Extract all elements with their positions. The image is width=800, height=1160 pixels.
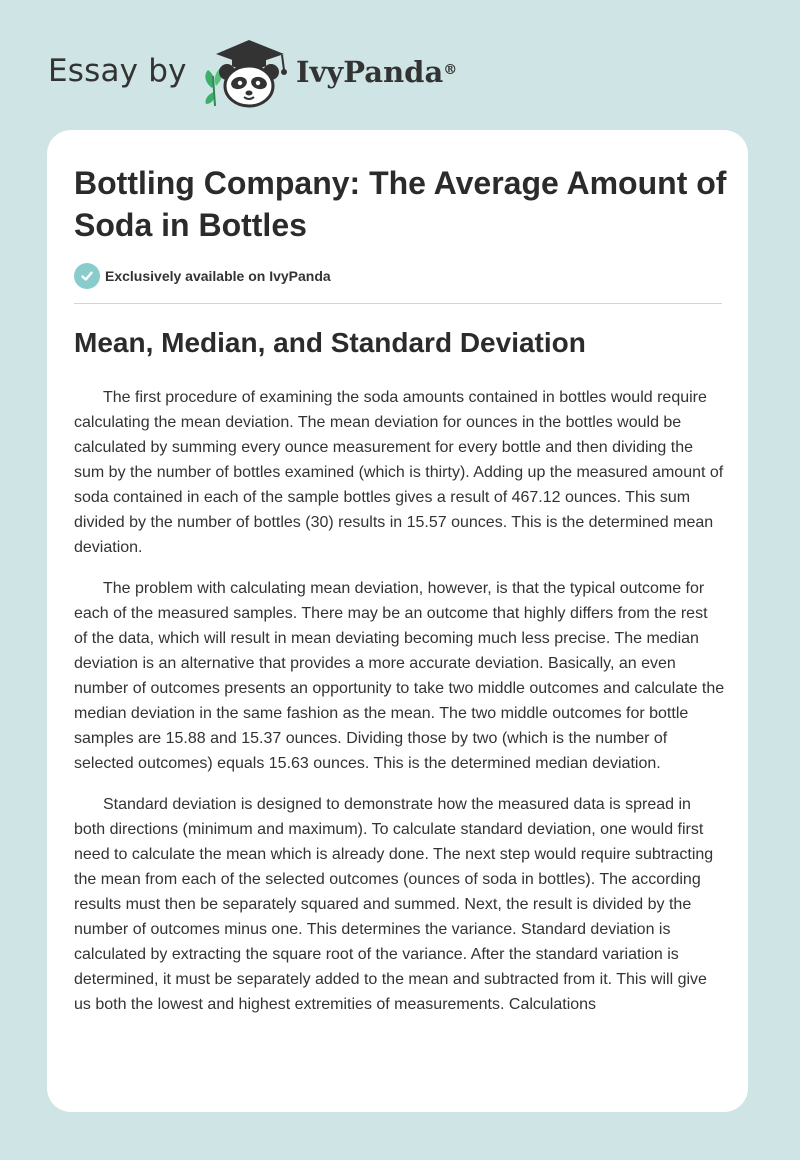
brand-prefix: Essay by <box>48 53 187 89</box>
brand-name-text: IvyPanda <box>296 55 444 89</box>
exclusive-badge <box>74 263 331 289</box>
section-heading: Mean, Median, and Standard Deviation <box>74 327 586 358</box>
badge-text: Exclusively available on IvyPanda <box>105 268 331 284</box>
page-title: Bottling Company: The Average Amount of Soda in Bottles <box>74 165 727 243</box>
essay-card <box>47 130 748 1112</box>
registered-mark: ® <box>443 62 458 78</box>
paragraph: Standard deviation is designed to demonstrate how the measured data is spread in both directions (minimum and maximum). To calculate standard deviation, one would first need to calculate the mean which is already done. The next step would require subtracting the mean from each of the selected outcomes (ounces of soda in bottles). The according results must then be separately squared and summed. Next, the result is divided by the number of outcomes minus one. This determines the variance. Standard deviation is calculated by extracting the square root of the variance. After the standard variation is determined, it must be separately added to the mean and subtracted from it. This will give us both the lowest and highest extremities of measurements. Calculations <box>74 796 714 1013</box>
site-header <box>0 0 800 120</box>
paragraph: The first procedure of examining the soda amounts contained in bottles would require calculating the mean deviation. The mean deviation for ounces in the bottles would be calculated by summing every ounce measurement for every bottle and then dividing the sum by the number of bottles examined (which is thirty). Adding up the measured amount of soda contained in each of the sample bottles gives a result of 467.12 ounces. This sum divided by the number of bottles (30) results in 15.57 ounces. This is the determined mean deviation. <box>74 389 724 556</box>
check-icon <box>74 263 100 289</box>
brand-name <box>296 54 457 90</box>
paragraph: The problem with calculating mean deviation, however, is that the typical outcome for each of the measured samples. There may be an outcome that highly differs from the rest of the data, which will result in mean deviating becoming much less precise. The median deviation is an alternative that provides a more accurate deviation. Basically, an even number of outcomes presents an opportunity to take two middle outcomes and calculate the median deviation in the same fashion as the mean. The two middle outcomes for bottle samples are 15.88 and 15.37 ounces. Dividing those by two (which is the number of selected outcomes) equals 15.63 ounces. This is the determined median deviation. <box>74 580 725 772</box>
panda-graduation-cap-logo-icon <box>202 36 294 108</box>
divider <box>74 303 722 304</box>
essay-body <box>74 385 725 1033</box>
